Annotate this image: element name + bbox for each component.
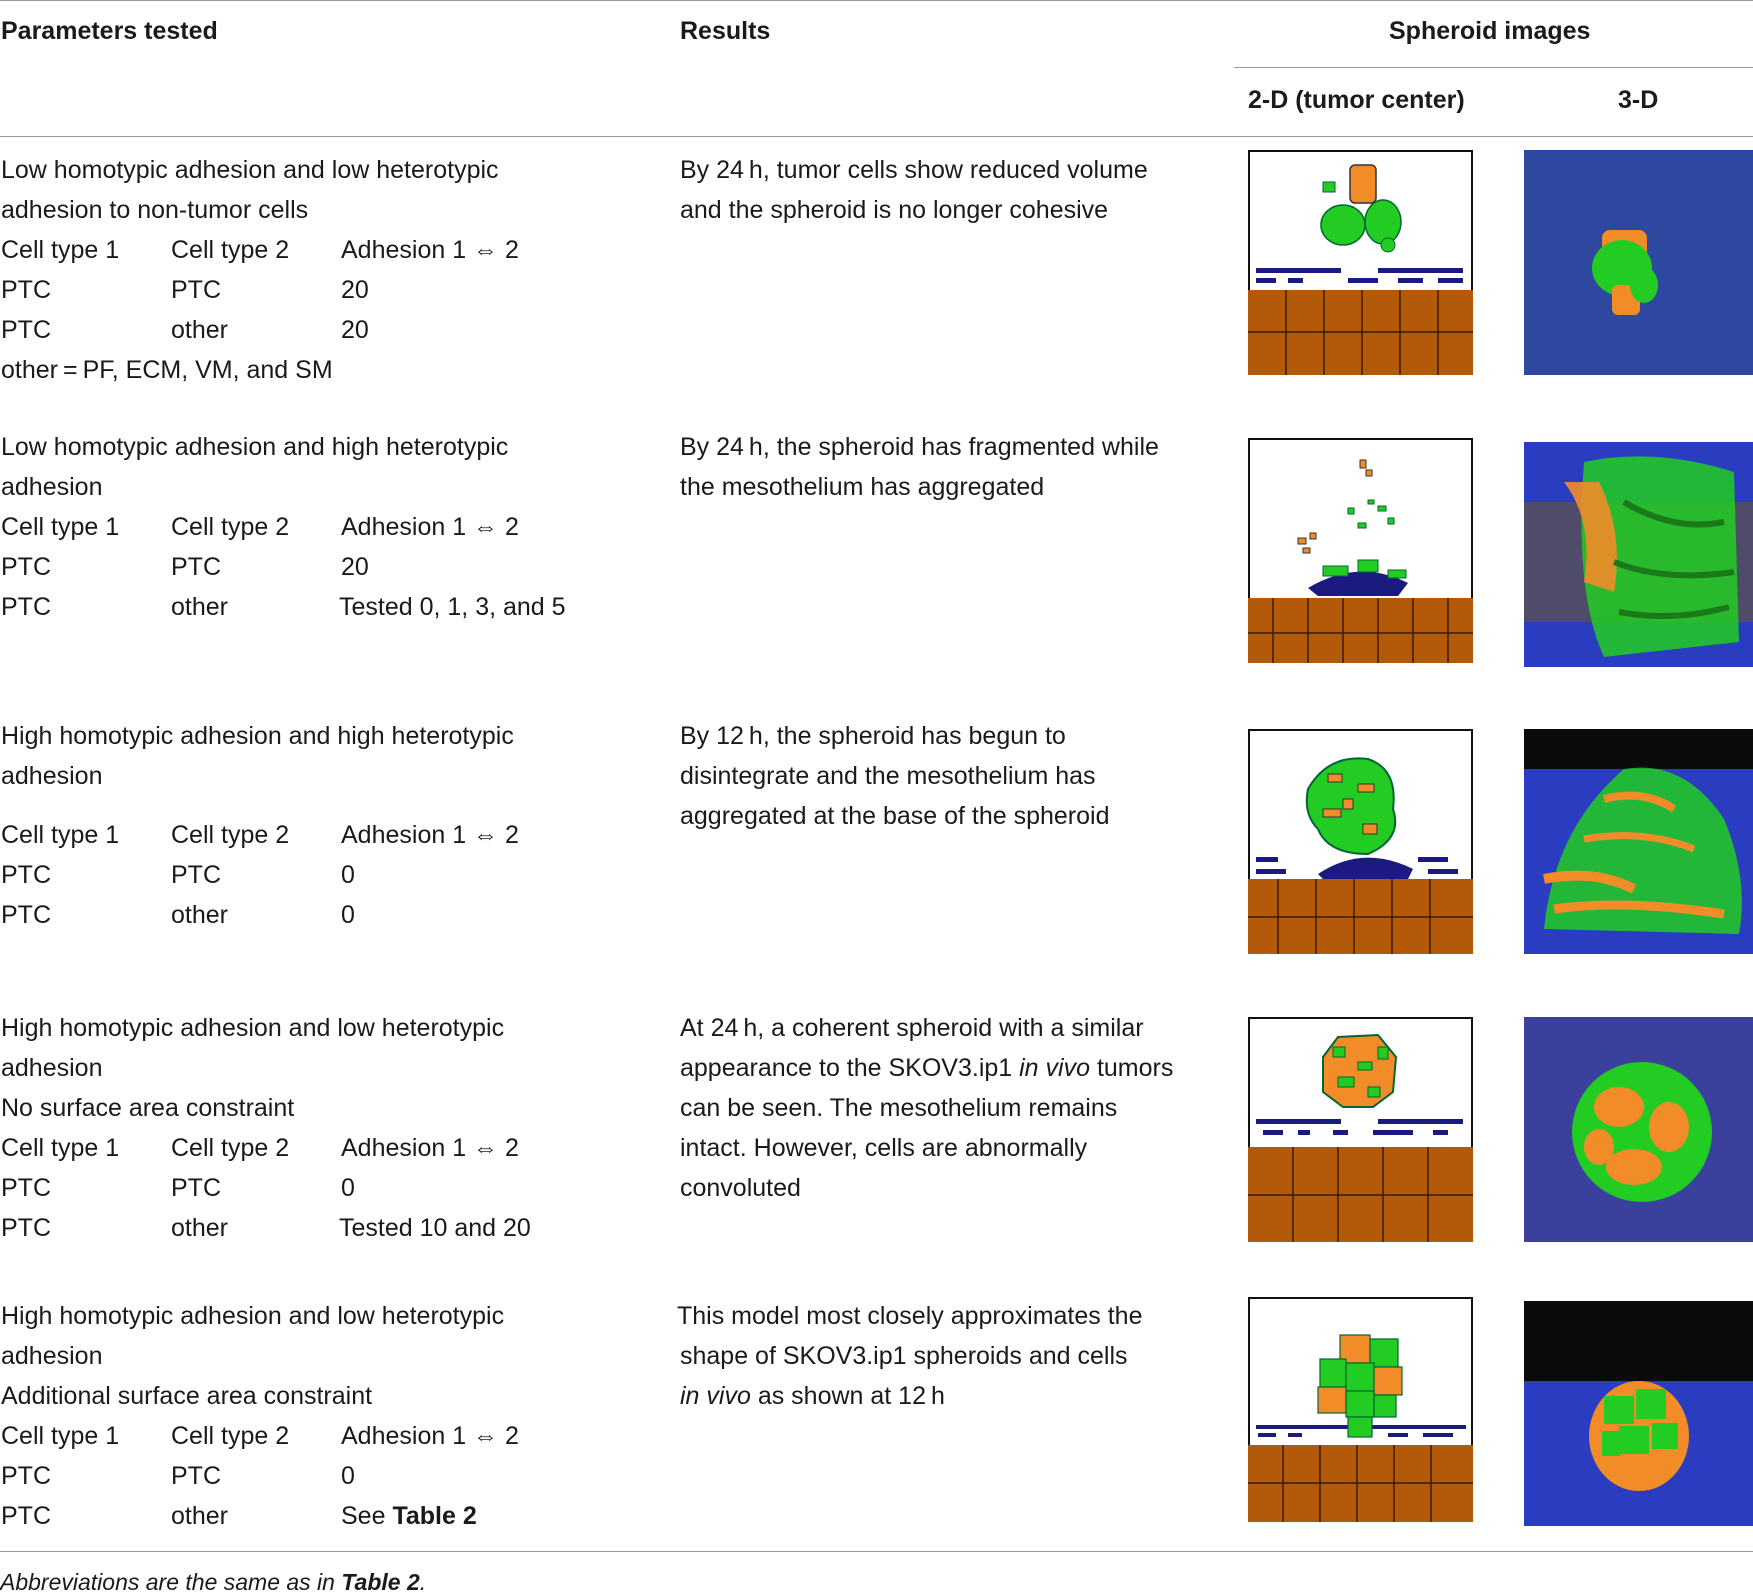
top-rule: [0, 0, 1753, 1]
footnote: [0, 1569, 426, 1596]
label-cell-type-2: Cell type 2: [171, 236, 290, 264]
cell-type-1-value: PTC: [1, 316, 51, 344]
param-line: [1, 270, 499, 310]
see-text: See: [341, 1502, 393, 1530]
param-line: [1, 1456, 504, 1496]
param-line: [1, 1168, 504, 1208]
results-line: can be seen. The mesothelium remains: [680, 1094, 1118, 1122]
label-cell-type-2: Cell type 2: [171, 513, 290, 541]
label-cell-type-1: Cell type 1: [1, 236, 120, 264]
row-title-line: Additional surface area constraint: [1, 1382, 373, 1410]
row-title-line: Low homotypic adhesion and low heterotypic: [1, 156, 499, 184]
header-results: Results: [680, 17, 771, 45]
label-cell-type-2: Cell type 2: [171, 1134, 290, 1162]
table-2-link[interactable]: Table 2: [392, 1502, 477, 1530]
label-adhesion: Adhesion 1 ⇔ 2: [341, 821, 519, 849]
header-subrule: [1234, 67, 1753, 68]
adhesion-value: 20: [341, 276, 369, 304]
results-line: By 24 h, the spheroid has fragmented while: [680, 433, 1159, 461]
results-line: At 24 h, a coherent spheroid with a similar: [680, 1014, 1144, 1042]
row-title-line: Low homotypic adhesion and high heterotypic: [1, 433, 509, 461]
param-header-line: [1, 230, 519, 270]
param-line: [1, 895, 514, 935]
header-bottom-rule: [0, 136, 1753, 137]
row-title-line: adhesion: [1, 473, 103, 501]
spheroid-3d-image: [1524, 442, 1753, 667]
row-title-line: adhesion: [1, 1342, 103, 1370]
results-text: tumors: [1090, 1054, 1174, 1082]
cell-type-2-value: PTC: [171, 276, 221, 304]
footnote-text: Abbreviations are the same as in: [0, 1569, 342, 1595]
row-title-line: High homotypic adhesion and low heterotypic: [1, 1014, 505, 1042]
cell-type-2-value: PTC: [171, 1174, 221, 1202]
footnote-table-link[interactable]: Table 2: [341, 1569, 420, 1595]
cell-type-2-value: PTC: [171, 553, 221, 581]
results-line: and the spheroid is no longer cohesive: [680, 196, 1109, 224]
cell-type-1-value: PTC: [1, 276, 51, 304]
spheroid-3d-image: [1524, 1301, 1753, 1526]
cell-type-1-value: PTC: [1, 901, 51, 929]
row-title-line: adhesion to non-tumor cells: [1, 196, 309, 224]
param-line: [1, 547, 508, 587]
params-cell: [1, 716, 519, 935]
cell-type-1-value: PTC: [1, 1174, 51, 1202]
adhesion-value: 0: [341, 1462, 355, 1490]
label-adhesion: Adhesion 1 ⇔ 2: [341, 236, 519, 264]
results-text: as shown at 12 h: [750, 1382, 945, 1410]
spheroid-2d-image: [1248, 438, 1473, 663]
results-line: intact. However, cells are abnormally: [680, 1134, 1088, 1162]
cell-type-1-value: PTC: [1, 1462, 51, 1490]
bottom-rule: [0, 1551, 1753, 1552]
label-adhesion: Adhesion 1 ⇔ 2: [341, 1422, 519, 1450]
spheroid-2d-image: [1248, 1017, 1473, 1242]
row-title-line: High homotypic adhesion and low heterotypic: [1, 1302, 505, 1330]
label-cell-type-2: Cell type 2: [171, 1422, 290, 1450]
params-cell: [1, 1296, 519, 1536]
row-title-line: adhesion: [1, 762, 103, 790]
params-cell: [1, 427, 566, 627]
adhesion-value: Tested 0, 1, 3, and 5: [339, 593, 566, 621]
cell-type-2-value: other: [171, 901, 228, 929]
param-line: [1, 310, 499, 350]
results-line: By 24 h, tumor cells show reduced volume: [680, 156, 1148, 184]
spheroid-3d-image: [1524, 150, 1753, 375]
cell-type-1-value: PTC: [1, 1502, 51, 1530]
results-cell: [680, 150, 1148, 230]
results-line: This model most closely approximates the: [677, 1302, 1143, 1330]
row-title-line: adhesion: [1, 1054, 103, 1082]
adhesion-value: Tested 10 and 20: [339, 1214, 531, 1242]
results-line: [680, 1048, 1173, 1088]
params-cell: [1, 1008, 531, 1248]
adhesion-value: 0: [341, 861, 355, 889]
param-line: [1, 587, 566, 627]
results-italic-text: in vivo: [1019, 1054, 1090, 1082]
adhesion-value: [341, 1496, 477, 1536]
cell-type-1-value: PTC: [1, 861, 51, 889]
param-line: [1, 855, 514, 895]
cell-type-2-value: other: [171, 1502, 228, 1530]
cell-type-2-value: other: [171, 593, 228, 621]
cell-type-2-value: PTC: [171, 1462, 221, 1490]
results-cell: [680, 427, 1159, 507]
param-header-line: [1, 1416, 519, 1456]
header-spheroid-images: Spheroid images: [1389, 17, 1591, 45]
label-cell-type-1: Cell type 1: [1, 1134, 120, 1162]
param-header-line: [1, 1128, 519, 1168]
param-line: [1, 1208, 531, 1248]
results-cell: [677, 1296, 1142, 1416]
label-adhesion: Adhesion 1 ⇔ 2: [341, 513, 519, 541]
spheroid-3d-image: [1524, 729, 1753, 954]
header-2d: 2-D (tumor center): [1248, 86, 1465, 114]
spheroid-2d-image: [1248, 1297, 1473, 1522]
adhesion-value: 20: [341, 553, 369, 581]
param-line: [1, 1496, 504, 1536]
adhesion-value: 0: [341, 1174, 355, 1202]
spheroid-3d-image: [1524, 1017, 1753, 1242]
row-title-line: No surface area constraint: [1, 1094, 295, 1122]
spheroid-2d-image: [1248, 150, 1473, 375]
param-header-line: [1, 815, 519, 855]
results-line: [677, 1376, 1142, 1416]
header-3d: 3-D: [1618, 86, 1659, 114]
cell-type-2-value: other: [171, 1214, 228, 1242]
results-text: appearance to the SKOV3.ip1: [680, 1054, 1020, 1082]
row-title-line: High homotypic adhesion and high heterotypic: [1, 722, 514, 750]
cell-type-2-value: PTC: [171, 861, 221, 889]
label-cell-type-1: Cell type 1: [1, 513, 120, 541]
results-cell: [680, 1008, 1173, 1208]
results-line: shape of SKOV3.ip1 spheroids and cells: [680, 1342, 1128, 1370]
param-note: other = PF, ECM, VM, and SM: [1, 356, 333, 384]
label-cell-type-2: Cell type 2: [171, 821, 290, 849]
adhesion-value: 0: [341, 901, 355, 929]
label-cell-type-1: Cell type 1: [1, 821, 120, 849]
cell-type-1-value: PTC: [1, 1214, 51, 1242]
cell-type-1-value: PTC: [1, 553, 51, 581]
cell-type-2-value: other: [171, 316, 228, 344]
label-adhesion: Adhesion 1 ⇔ 2: [341, 1134, 519, 1162]
adhesion-value: 20: [341, 316, 369, 344]
cell-type-1-value: PTC: [1, 593, 51, 621]
results-cell: [680, 716, 1110, 836]
params-cell: [1, 150, 519, 390]
spheroid-2d-image: [1248, 729, 1473, 954]
label-cell-type-1: Cell type 1: [1, 1422, 120, 1450]
footnote-end: .: [419, 1569, 427, 1595]
header-params: Parameters tested: [1, 17, 218, 45]
param-header-line: [1, 507, 519, 547]
results-line: disintegrate and the mesothelium has: [680, 762, 1096, 790]
results-line: convoluted: [680, 1174, 801, 1202]
results-line: aggregated at the base of the spheroid: [680, 802, 1110, 830]
results-italic-text: in vivo: [680, 1382, 751, 1410]
results-line: the mesothelium has aggregated: [680, 473, 1045, 501]
results-line: By 12 h, the spheroid has begun to: [680, 722, 1066, 750]
